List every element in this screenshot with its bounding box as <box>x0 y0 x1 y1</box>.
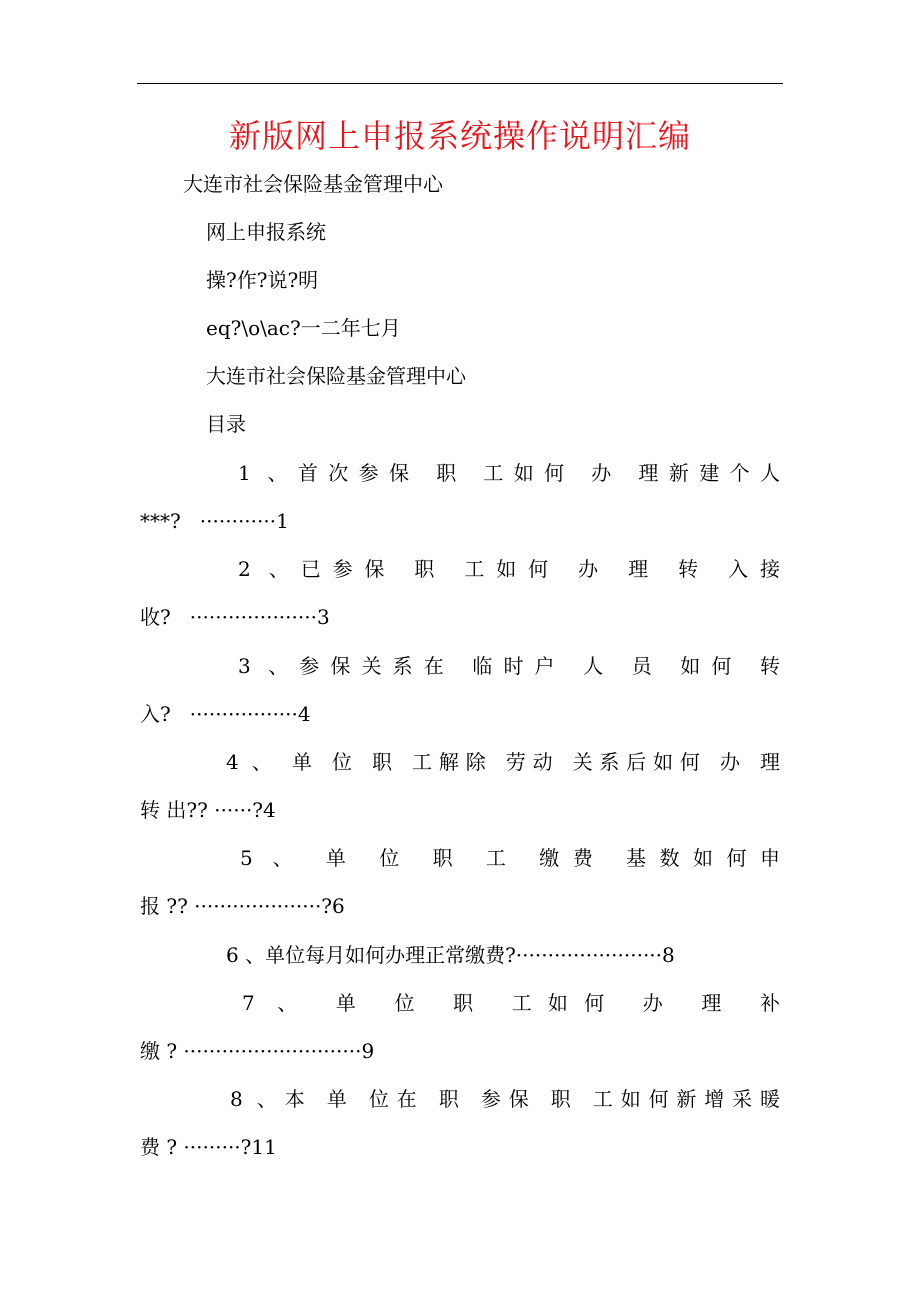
toc-entry-2-page[interactable]: 收? ····················3 <box>140 605 330 629</box>
header-rule <box>137 83 783 84</box>
header-line-org: 大连市社会保险基金管理中心 <box>183 172 443 196</box>
toc-entry-6[interactable]: 6 、单位每月如何办理正常缴费?·······················8 <box>226 943 675 967</box>
header-line-manual: 操?作?说?明 <box>206 268 319 292</box>
toc-heading: 目录 <box>206 412 246 436</box>
toc-entry-4[interactable]: 4 、 单 位 职 工解除 劳动 关系后如何 办 理 <box>226 750 780 774</box>
toc-entry-3-page[interactable]: 入? ·················4 <box>140 702 311 726</box>
toc-entry-7[interactable]: 7 、 单 位 职 工如何 办 理 补 <box>242 991 780 1015</box>
toc-entry-5-page[interactable]: 报 ?? ····················?6 <box>140 894 345 918</box>
toc-entry-8-page[interactable]: 费 ? ·········?11 <box>140 1135 277 1159</box>
toc-entry-8[interactable]: 8 、本 单 位在 职 参保 职 工如何新增采暖 <box>230 1087 780 1111</box>
toc-entry-7-page[interactable]: 缴 ? ····························9 <box>140 1039 375 1063</box>
toc-entry-3[interactable]: 3 、参保关系在 临时户 人 员 如何 转 <box>238 654 780 678</box>
header-line-date: eq?\o\ac?一二年七月 <box>206 316 401 340</box>
toc-entry-1-page[interactable]: ***? ············1 <box>140 509 289 533</box>
document-title: 新版网上申报系统操作说明汇编 <box>228 117 691 155</box>
toc-entry-4-page[interactable]: 转 出?? ······?4 <box>140 798 276 822</box>
toc-entry-5[interactable]: 5 、 单 位 职 工 缴费 基数如何申 <box>240 846 780 870</box>
toc-entry-2[interactable]: 2 、已参保 职 工如何 办 理 转 入接 <box>238 557 780 581</box>
header-line-system: 网上申报系统 <box>206 220 326 244</box>
toc-entry-1[interactable]: 1 、首次参保 职 工如何 办 理新建个人 <box>238 461 780 485</box>
header-line-org-2: 大连市社会保险基金管理中心 <box>206 364 466 388</box>
